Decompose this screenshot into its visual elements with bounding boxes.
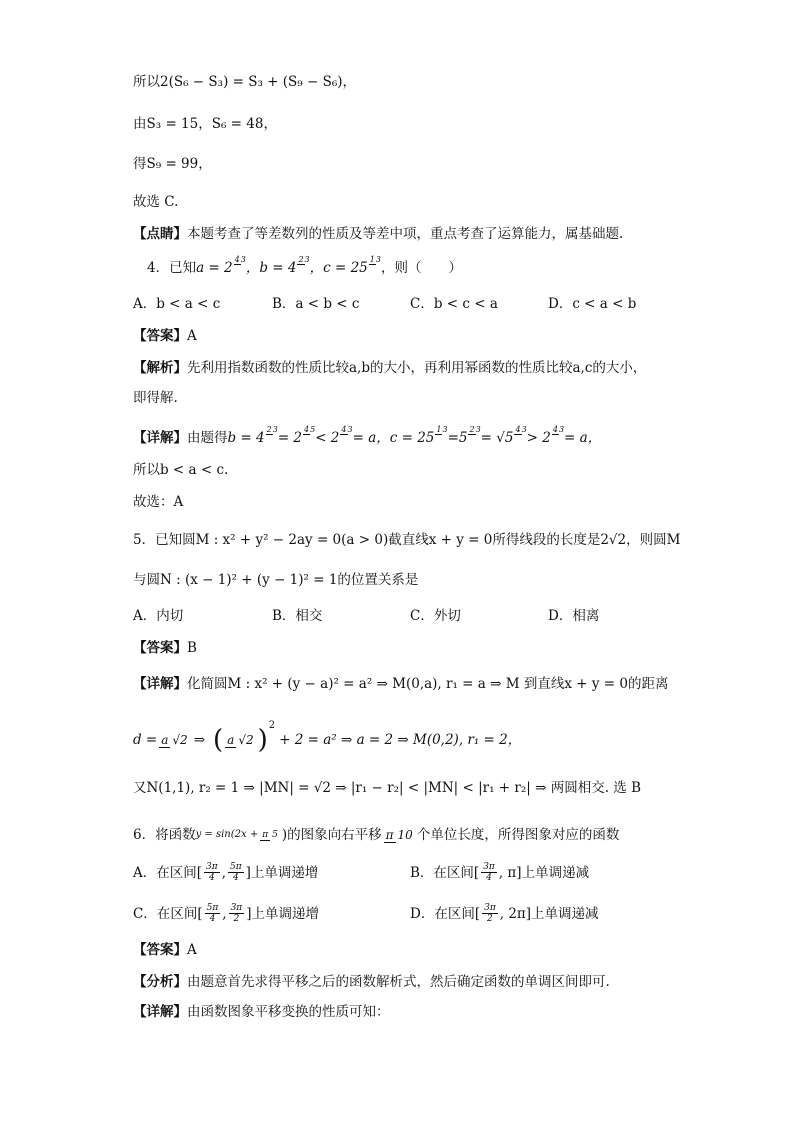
num: 5π xyxy=(229,862,242,872)
tag: 【答案】 xyxy=(133,640,187,656)
num: 3π xyxy=(206,862,218,872)
fraction xyxy=(225,730,255,750)
q4-stem xyxy=(147,254,462,278)
text: A．在区间[ xyxy=(133,864,203,881)
text: D．c < a < b xyxy=(548,296,637,312)
text: B．相交 xyxy=(272,608,323,624)
math: = √5 xyxy=(480,430,514,446)
text: 故选 C. xyxy=(133,194,179,210)
power: 2 xyxy=(268,720,276,731)
q4-answer xyxy=(133,326,197,346)
den: 2 xyxy=(487,914,493,924)
dianjing-line xyxy=(133,224,623,244)
text: 6．将函数 xyxy=(133,827,196,843)
exp-frac xyxy=(369,256,381,265)
text: 由S₃ = 15，S₆ = 48， xyxy=(133,116,277,132)
c-expr: ，c = 25 xyxy=(309,260,368,276)
fraction xyxy=(384,825,415,845)
q4-analysis-2 xyxy=(133,388,178,408)
num: 1 xyxy=(369,254,375,264)
den: 4 xyxy=(208,873,215,883)
exp-frac xyxy=(297,256,309,265)
num: 2 xyxy=(298,254,304,264)
q5-option-c xyxy=(410,606,461,626)
math: + 2 = a² ⇒ a = 2 ⇒ M(0,2), r₁ = 2， xyxy=(279,732,522,748)
fraction xyxy=(260,825,280,845)
math: d = xyxy=(133,732,158,748)
num: 3π xyxy=(230,903,243,913)
text: D．相离 xyxy=(548,608,600,624)
num: a xyxy=(227,733,235,747)
tag: 【解析】 xyxy=(133,360,187,376)
text: 所以2(S₆ − S₃) = S₃ + (S₉ − S₆)， xyxy=(133,74,357,90)
fraction xyxy=(159,730,189,750)
text: ]上单调递增 xyxy=(246,905,319,922)
q4-detail-2 xyxy=(133,460,228,480)
den: 3 xyxy=(304,254,310,264)
text: 本题考查了等差数列的性质及等差中项，重点考查了运算能力，属基础题. xyxy=(187,226,624,242)
q4-detail-1 xyxy=(133,424,602,448)
text: B．在区间[ xyxy=(410,864,480,881)
q5-detail-3 xyxy=(133,778,641,798)
den: √2 xyxy=(172,733,188,747)
q5-option-b xyxy=(272,606,322,626)
q4-option-d xyxy=(548,294,636,314)
den: 3 xyxy=(272,424,278,434)
tag: 【分析】 xyxy=(133,974,187,990)
fraction xyxy=(482,903,498,924)
q5-stem-1 xyxy=(133,530,680,550)
text: 所以b < a < c. xyxy=(133,462,229,478)
num: 3π xyxy=(483,862,495,872)
exp-frac xyxy=(340,426,352,435)
text: 即得解. xyxy=(133,390,178,406)
q5-option-d xyxy=(548,606,599,626)
tag: 【答案】 xyxy=(133,942,187,958)
text: 得S₉ = 99， xyxy=(133,156,212,172)
den: √2 xyxy=(238,733,254,747)
text: C．外切 xyxy=(410,608,461,624)
den: 3 xyxy=(475,424,481,434)
solution-line-3 xyxy=(133,154,212,174)
q6-option-c: C．在区间[ $\frac{5\pi}{4}$ , $\frac{3\pi}{2}$ ]上单调递增 xyxy=(133,903,319,924)
math: =5 xyxy=(447,430,468,446)
den: 5 xyxy=(310,424,316,434)
solution-line-4 xyxy=(133,192,178,212)
text: B xyxy=(187,640,197,656)
num: 4 xyxy=(234,254,240,264)
num: π xyxy=(262,830,269,840)
tag: 【详解】 xyxy=(133,1004,187,1020)
q6-analysis xyxy=(133,972,610,992)
q6-option-b xyxy=(410,862,589,883)
math: b = 4 xyxy=(227,430,265,446)
text: C．在区间[ xyxy=(133,905,203,922)
q5-answer xyxy=(133,638,197,658)
exp-frac xyxy=(303,426,315,435)
num: 2 xyxy=(469,424,475,434)
text: , π]上单调递减 xyxy=(498,864,590,881)
text: 与圆N : (x − 1)² + (y − 1)² = 1的位置关系是 xyxy=(133,572,419,588)
math: < 2 xyxy=(315,430,340,446)
q4-option-b xyxy=(272,294,359,314)
q6-option-d xyxy=(410,903,599,924)
q6-option-a: A．在区间[ $\frac{3\pi}{4}$ , $\frac{5\pi}{4}$ ]上单调递增 xyxy=(133,862,319,883)
q5-stem-2 xyxy=(133,570,418,590)
text: )的图象向右平移 xyxy=(281,827,382,843)
text: D．在区间[ xyxy=(410,905,481,922)
num: 4 xyxy=(341,424,347,434)
text: 又N(1,1), r₂ = 1 ⇒ |MN| = √2 ⇒ |r₁ − r₂| < |MN| < |r₁ + r₂| ⇒ 两圆相交. 选 B xyxy=(133,780,642,796)
text: 故选：A xyxy=(133,494,184,510)
text: 先利用指数函数的性质比较a,b的大小，再利用幂函数的性质比较a,c的大小， xyxy=(187,360,647,376)
paren-open: ( xyxy=(213,725,224,755)
den: 3 xyxy=(558,424,565,434)
num: π xyxy=(385,828,394,842)
den: 3 xyxy=(521,424,527,434)
text: 由题得 xyxy=(187,430,228,446)
fraction xyxy=(204,862,220,883)
q6-detail xyxy=(133,1002,390,1022)
q6-answer xyxy=(133,940,197,960)
solution-line-1 xyxy=(133,72,356,92)
tail: ，则（ ） xyxy=(380,260,462,276)
q6-stem xyxy=(133,820,619,850)
text: A xyxy=(187,328,197,344)
math: = 2 xyxy=(277,430,303,446)
exp-frac xyxy=(266,426,278,435)
text: ]上单调递增 xyxy=(245,864,319,881)
text: A．内切 xyxy=(133,608,184,624)
q5-detail-1 xyxy=(133,674,668,694)
tag: 【答案】 xyxy=(133,328,187,344)
exp-frac xyxy=(514,426,526,435)
text: , 2π]上单调递减 xyxy=(499,905,599,922)
text: 由题意首先求得平移之后的函数解析式，然后确定函数的单调区间即可. xyxy=(187,974,610,990)
exp-frac xyxy=(435,426,447,435)
text: 个单位长度，所得图象对应的函数 xyxy=(416,827,620,843)
den: 3 xyxy=(375,254,381,264)
math: = a， xyxy=(564,430,602,446)
fraction xyxy=(229,903,245,924)
den: 4 xyxy=(209,914,216,924)
math: = a，c = 25 xyxy=(352,430,435,446)
exp-frac xyxy=(468,426,480,435)
fraction xyxy=(228,862,244,883)
den: 3 xyxy=(442,424,448,434)
solution-line-2 xyxy=(133,114,277,134)
q5-detail-2 xyxy=(133,722,521,758)
b-expr: ，b = 4 xyxy=(245,260,297,276)
exp-frac xyxy=(234,256,246,265)
num: 4 xyxy=(515,424,521,434)
implies: ⇒ xyxy=(193,732,205,748)
q-number: 4．已知 xyxy=(147,260,197,276)
den: 10 xyxy=(397,828,413,842)
tag: 【点睛】 xyxy=(133,226,187,242)
text: 化简圆M : x² + (y − a)² = a² ⇒ M(0,a), r₁ = a ⇒ M 到直线x + y = 0的距离 xyxy=(187,676,669,692)
den: 5 xyxy=(272,830,278,840)
text: 由函数图象平移变换的性质可知： xyxy=(187,1004,390,1020)
q4-option-a xyxy=(133,294,220,314)
num: 4 xyxy=(304,424,310,434)
tag: 【详解】 xyxy=(133,430,187,446)
exp-frac xyxy=(552,426,564,435)
tag: 【详解】 xyxy=(133,676,187,692)
text: 5．已知圆M : x² + y² − 2ay = 0(a > 0)截直线x + y = 0所得线段的长度是2√2，则圆M xyxy=(133,532,681,548)
den: 3 xyxy=(347,424,353,434)
num: 3π xyxy=(484,903,496,913)
num: 4 xyxy=(552,424,558,434)
text: B．a < b < c xyxy=(272,296,360,312)
math: > 2 xyxy=(526,430,551,446)
num: a xyxy=(161,733,169,747)
den: 4 xyxy=(232,873,239,883)
fraction xyxy=(205,903,221,924)
fraction xyxy=(481,862,497,883)
function: y = sin(2x + xyxy=(195,829,259,840)
text: C．b < c < a xyxy=(410,296,498,312)
q4-option-c xyxy=(410,294,498,314)
q4-detail-3 xyxy=(133,492,183,512)
a-expr: a = 2 xyxy=(196,260,233,276)
q5-option-a xyxy=(133,606,183,626)
den: 3 xyxy=(240,254,246,264)
num: 1 xyxy=(436,424,442,434)
num: 5π xyxy=(206,903,219,913)
num: 2 xyxy=(266,424,272,434)
den: 2 xyxy=(233,914,240,924)
text: A．b < a < c xyxy=(133,296,221,312)
q4-analysis-1 xyxy=(133,358,646,378)
paren-close: ) xyxy=(257,725,268,755)
den: 4 xyxy=(486,873,492,883)
text: A xyxy=(187,942,197,958)
